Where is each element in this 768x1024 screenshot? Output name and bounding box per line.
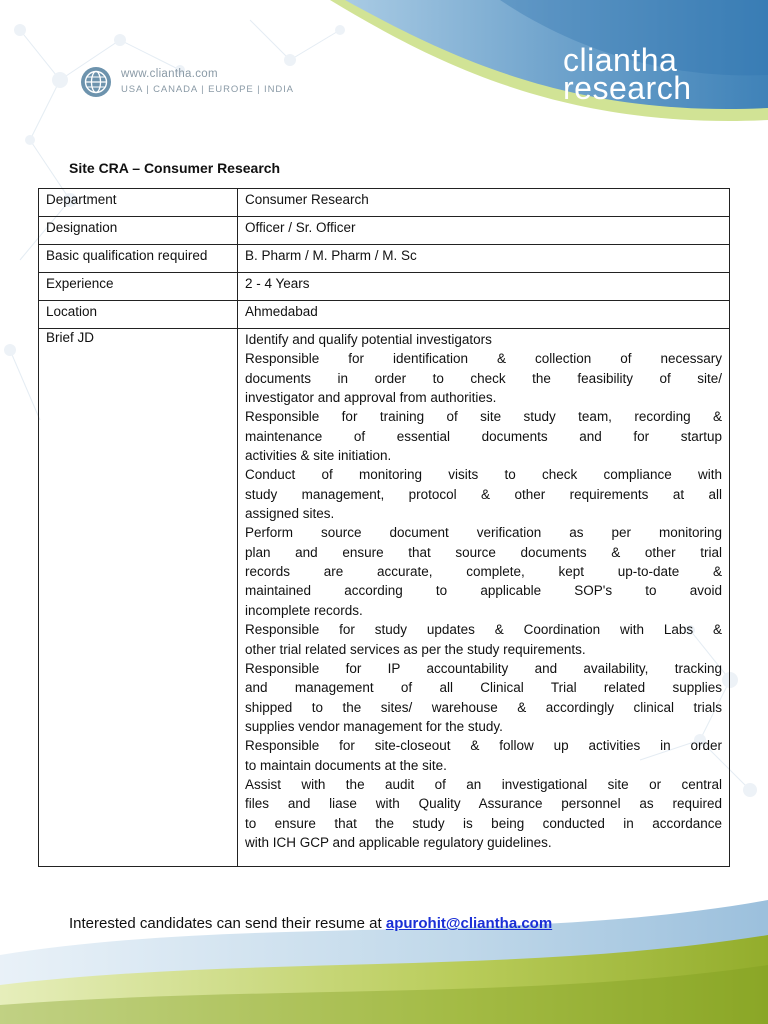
logo-text-line1: cliantha xyxy=(563,42,678,78)
website-url[interactable]: www.cliantha.com xyxy=(121,68,218,80)
row-value: Consumer Research xyxy=(238,189,730,217)
company-logo xyxy=(563,42,692,106)
footer-contact xyxy=(69,915,552,932)
brief-line: Identify and qualify potential investigators xyxy=(245,332,492,347)
footer-text: Interested candidates can send their resume at xyxy=(69,915,386,932)
brief-line: assigned sites. xyxy=(245,506,335,522)
table-row xyxy=(39,273,730,301)
brief-line: maintenance of essential documents and for startup xyxy=(245,428,722,444)
table-row xyxy=(39,189,730,217)
row-value: Ahmedabad xyxy=(238,301,730,329)
brief-line: Responsible for IP accountability and availability, tracking xyxy=(245,660,722,676)
table-row xyxy=(39,217,730,245)
brief-line: Responsible for training of site study team, recording & xyxy=(245,409,722,425)
brief-line: Responsible for study updates & Coordination with Labs & xyxy=(245,622,722,638)
globe-icon xyxy=(80,66,112,98)
brief-line: shipped to the sites/ warehouse & accordingly clinical trials xyxy=(245,699,722,715)
brief-line: incomplete records. xyxy=(245,602,363,618)
row-label: Designation xyxy=(39,217,238,245)
brief-line: activities & site initiation. xyxy=(245,448,392,464)
table-row xyxy=(39,301,730,329)
row-value: B. Pharm / M. Pharm / M. Sc xyxy=(238,245,730,273)
brief-line: plan and ensure that source documents & other trial xyxy=(245,544,722,560)
table-row xyxy=(39,245,730,273)
row-label: Department xyxy=(39,189,238,217)
brief-line: Perform source document verification as per monitoring xyxy=(245,525,722,541)
row-label: Basic qualification required xyxy=(39,245,238,273)
brief-line: documents in order to check the feasibility of site/ xyxy=(245,370,722,386)
brief-line: maintained according to applicable SOP's to avoid xyxy=(245,583,722,599)
brief-line: records are accurate, complete, kept up-to-date & xyxy=(245,564,722,580)
brief-line: study management, protocol & other requirements at all xyxy=(245,486,722,502)
row-value: 2 - 4 Years xyxy=(238,273,730,301)
brief-jd-text xyxy=(238,329,730,867)
brief-line: to maintain documents at the site. xyxy=(245,757,447,773)
brief-line: other trial related services as per the study requirements. xyxy=(245,641,586,657)
brief-line: Assist with the audit of an investigational site or central xyxy=(245,776,722,792)
website-header xyxy=(80,66,294,98)
row-label: Experience xyxy=(39,273,238,301)
brief-line: Responsible for site-closeout & follow up activities in order xyxy=(245,738,722,754)
email-link[interactable]: apurohit@cliantha.com xyxy=(385,915,553,932)
job-details-table xyxy=(38,188,730,867)
brief-line: files and liase with Quality Assurance personnel as required xyxy=(245,796,722,812)
brief-line: to ensure that the study is being conducted in accordance xyxy=(245,815,722,831)
regions-text: USA | CANADA | EUROPE | INDIA xyxy=(121,84,294,95)
brief-line: supplies vendor management for the study. xyxy=(245,718,503,734)
row-label: Brief JD xyxy=(39,329,238,867)
brief-line: Conduct of monitoring visits to check compliance with xyxy=(245,467,722,483)
logo-text-line2: research xyxy=(563,70,692,106)
brief-line: Responsible for identification & collection of necessary xyxy=(245,351,722,367)
brief-line: and management of all Clinical Trial related supplies xyxy=(245,680,722,696)
table-row-brief-jd xyxy=(39,329,730,867)
row-label: Location xyxy=(39,301,238,329)
brief-line: investigator and approval from authorities. xyxy=(245,390,497,406)
document-title: Site CRA – Consumer Research xyxy=(69,160,281,176)
brief-line: with ICH GCP and applicable regulatory guidelines. xyxy=(245,834,552,850)
row-value: Officer / Sr. Officer xyxy=(238,217,730,245)
